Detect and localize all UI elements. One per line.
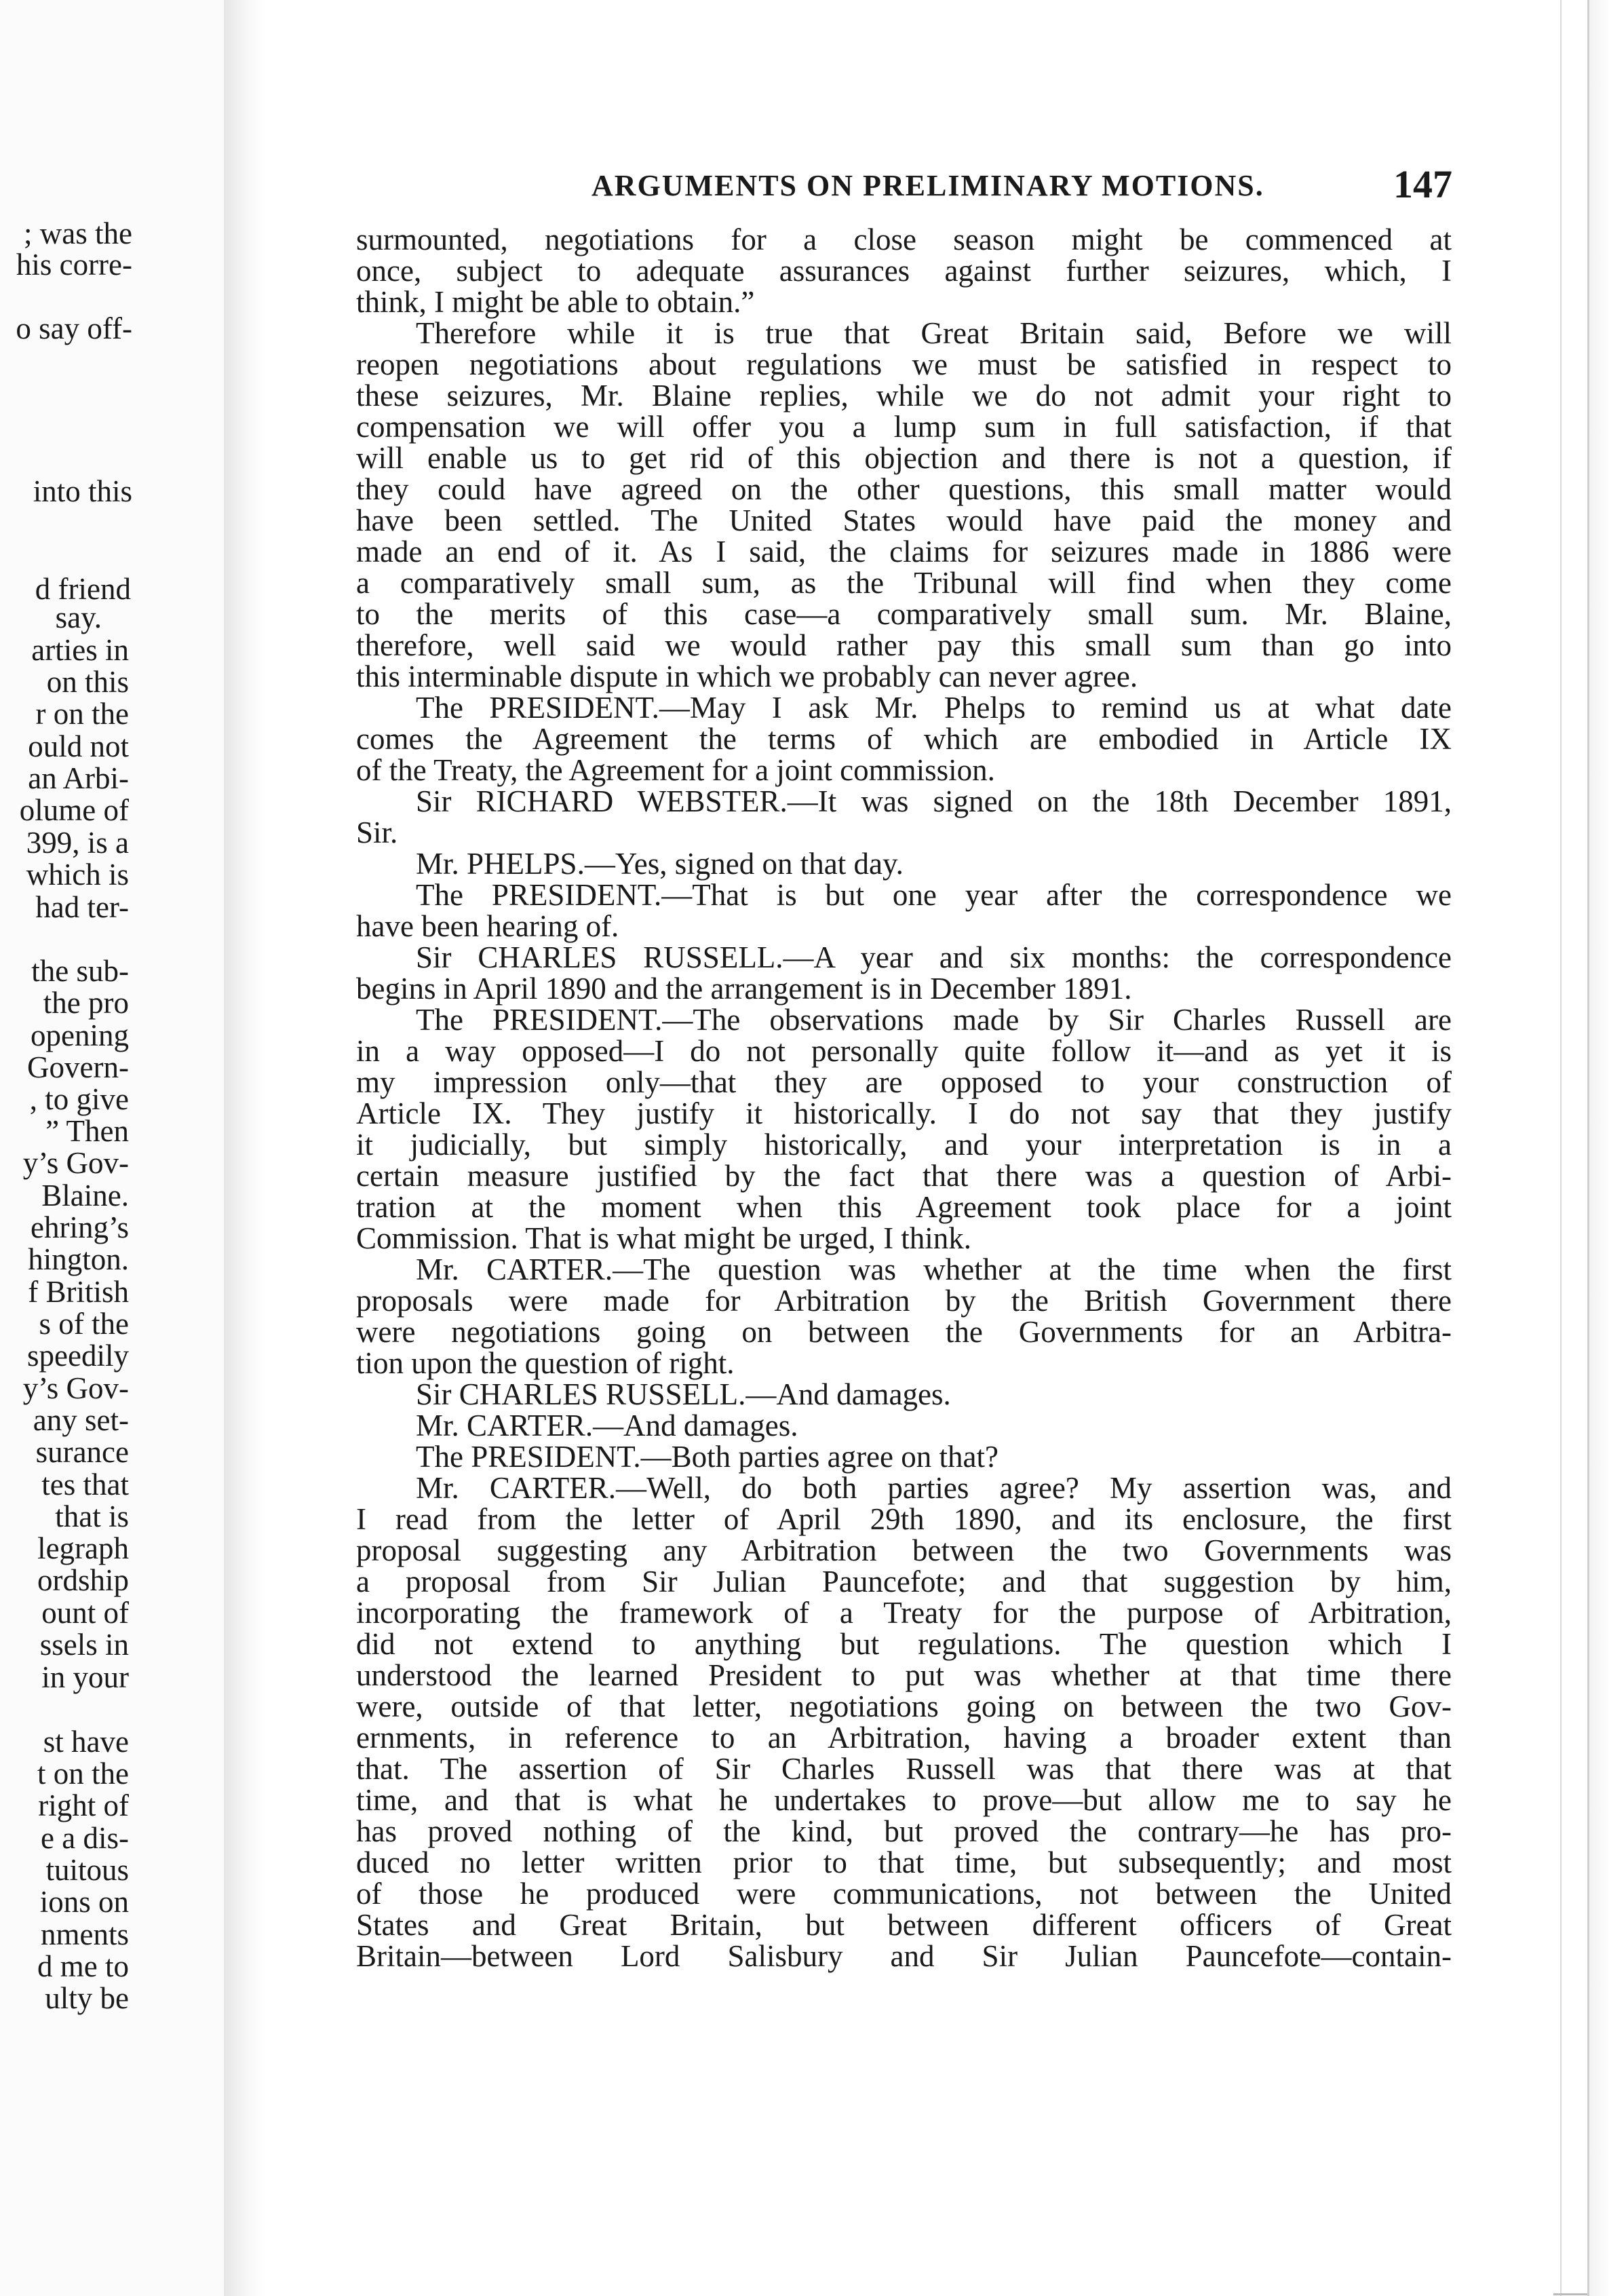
text-line: has proved nothing of the kind, but proved the contrary—he has pro-	[356, 1814, 1452, 1848]
left-fragment-line: Blaine.	[41, 1179, 129, 1212]
left-fragment-line: which is	[26, 858, 129, 892]
left-fragment-line: ; was the	[24, 216, 132, 250]
left-fragment-line: an Arbi-	[28, 761, 129, 795]
left-fragment-line: legraph	[37, 1531, 129, 1565]
left-fragment-line: hington.	[28, 1242, 129, 1276]
left-fragment-line: y’s Gov-	[22, 1146, 129, 1180]
left-fragment-line: arties in	[31, 633, 129, 667]
left-fragment-line: t on the	[37, 1757, 129, 1791]
text-line: made an end of it. As I said, the claims for seizures made in 1886 were	[356, 535, 1452, 569]
text-line: comes the Agreement the terms of which are embodied in Article IX	[356, 722, 1452, 756]
speaker-line: Mr. CARTER.—The question was whether at the time when the first	[416, 1252, 1452, 1286]
text-line: proposal suggesting any Arbitration between the two Governments was	[356, 1533, 1452, 1567]
text-line: tion upon the question of right.	[356, 1346, 735, 1380]
speaker-line: Sir RICHARD WEBSTER.—It was signed on the 18th December 1891,	[416, 784, 1452, 818]
left-fragment-line: into this	[33, 474, 132, 508]
text-line: have been hearing of.	[356, 909, 619, 943]
text-line: will enable us to get rid of this objection and there is not a question, if	[356, 441, 1452, 475]
left-page-fragment	[0, 0, 230, 2296]
left-fragment-line: ssels in	[39, 1628, 129, 1662]
left-fragment-line: ount of	[41, 1596, 129, 1630]
left-fragment-line: ordship	[37, 1563, 129, 1597]
text-line: in a way opposed—I do not personally quite follow it—and as yet it is	[356, 1034, 1452, 1068]
text-line: Britain—between Lord Salisbury and Sir Julian Pauncefote—contain-	[356, 1939, 1452, 1973]
text-line: of those he produced were communications, not between the United	[356, 1877, 1452, 1911]
text-line: these seizures, Mr. Blaine replies, while we do not admit your right to	[356, 379, 1452, 413]
left-fragment-line: s of the	[39, 1307, 129, 1341]
text-line: once, subject to adequate assurances against further seizures, which, I	[356, 254, 1452, 288]
left-fragment-line: his corre-	[16, 248, 132, 282]
text-line: Commission. That is what might be urged, I think.	[356, 1221, 972, 1255]
left-fragment-line: in your	[41, 1660, 129, 1694]
text-line: ernments, in reference to an Arbitration, having a broader extent than	[356, 1721, 1452, 1755]
speaker-line: The PRESIDENT.—May I ask Mr. Phelps to remind us at what date	[416, 691, 1452, 725]
left-fragment-line: tes that	[41, 1468, 129, 1501]
page-number: 147	[1393, 162, 1452, 206]
text-line: time, and that is what he undertakes to prove—but allow me to say he	[356, 1783, 1452, 1817]
text-line: duced no letter written prior to that time, but subsequently; and most	[356, 1845, 1452, 1879]
left-fragment-line: the sub-	[31, 954, 129, 988]
left-fragment-line: olume of	[19, 793, 129, 827]
speaker-line: Sir CHARLES RUSSELL.—A year and six months: the correspondence	[416, 940, 1452, 974]
text-line: my impression only—that they are opposed to your construction of	[356, 1065, 1452, 1099]
speaker-line: Mr. CARTER.—And damages.	[416, 1409, 798, 1442]
left-fragment-line: ions on	[39, 1885, 129, 1919]
text-line: to the merits of this case—a comparatively small sum. Mr. Blaine,	[356, 597, 1452, 631]
left-fragment-line: that is	[55, 1499, 129, 1533]
left-fragment-line: any set-	[33, 1403, 129, 1437]
left-fragment-line: Govern-	[27, 1050, 129, 1084]
speaker-line: Sir CHARLES RUSSELL.—And damages.	[416, 1377, 951, 1411]
left-fragment-line: ould not	[28, 729, 129, 763]
text-line: it judicially, but simply historically, and your interpretation is in a	[356, 1128, 1452, 1162]
book-gutter-shadow	[224, 0, 265, 2296]
left-fragment-line: ” Then	[45, 1114, 129, 1148]
speaker-line: The PRESIDENT.—The observations made by Sir Charles Russell are	[416, 1003, 1452, 1037]
text-line: States and Great Britain, but between different officers of Great	[356, 1908, 1452, 1942]
left-fragment-line: ulty be	[45, 1981, 129, 2015]
left-fragment-line: on this	[46, 665, 129, 699]
left-fragment-line: had ter-	[35, 890, 129, 924]
text-line: of the Treaty, the Agreement for a joint commission.	[356, 753, 995, 787]
text-line: incorporating the framework of a Treaty for the purpose of Arbitration,	[356, 1596, 1452, 1630]
text-line: Article IX. They justify it historically. I do not say that they justify	[356, 1096, 1452, 1130]
left-fragment-line: y’s Gov-	[22, 1371, 129, 1405]
text-line: Sir.	[356, 816, 398, 849]
text-line: this interminable dispute in which we probably can never agree.	[356, 659, 1138, 693]
left-fragment-line: right of	[38, 1788, 129, 1822]
text-line: surmounted, negotiations for a close season might be commenced at	[356, 223, 1452, 256]
text-line: they could have agreed on the other questions, this small matter would	[356, 472, 1452, 506]
text-line: a proposal from Sir Julian Pauncefote; and that suggestion by him,	[356, 1565, 1452, 1599]
speaker-line: The PRESIDENT.—That is but one year after the correspondence we	[416, 878, 1452, 912]
text-line: compensation we will offer you a lump sum in full satisfaction, if that	[356, 410, 1452, 444]
left-fragment-line: speedily	[27, 1339, 129, 1373]
text-line: understood the learned President to put was whether at that time there	[356, 1658, 1452, 1692]
left-fragment-line: 399, is a	[26, 826, 129, 860]
speaker-line: Mr. CARTER.—Well, do both parties agree? My assertion was, and	[416, 1471, 1452, 1505]
left-fragment-line: nments	[41, 1917, 129, 1951]
text-line: Therefore while it is true that Great Britain said, Before we will	[416, 316, 1452, 350]
text-line: were negotiations going on between the Governments for an Arbitra-	[356, 1315, 1452, 1349]
text-line: did not extend to anything but regulations. The question which I	[356, 1627, 1452, 1661]
text-line: begins in April 1890 and the arrangement is in December 1891.	[356, 972, 1132, 1006]
left-fragment-line: ehring’s	[31, 1210, 129, 1244]
left-fragment-line: tuitous	[45, 1853, 129, 1887]
text-line: certain measure justified by the fact that there was a question of Arbi-	[356, 1159, 1452, 1193]
left-fragment-line: r on the	[35, 697, 129, 731]
left-fragment-line: the pro	[43, 986, 129, 1020]
left-fragment-line: f British	[28, 1275, 129, 1309]
left-fragment-line: e a dis-	[41, 1821, 129, 1855]
page-edge-line	[1560, 0, 1562, 2296]
left-fragment-line: opening	[31, 1018, 129, 1052]
text-line: that. The assertion of Sir Charles Russell was that there was at that	[356, 1752, 1452, 1786]
text-line: have been settled. The United States would have paid the money and	[356, 503, 1452, 537]
text-line: I read from the letter of April 29th 1890, and its enclosure, the first	[356, 1502, 1452, 1536]
left-fragment-line: , to give	[29, 1082, 129, 1116]
text-line: a comparatively small sum, as the Tribunal will find when they come	[356, 566, 1452, 600]
text-line: proposals were made for Arbitration by the British Government there	[356, 1284, 1452, 1318]
text-line: tration at the moment when this Agreement took place for a joint	[356, 1190, 1452, 1224]
text-line: reopen negotiations about regulations we must be satisfied in respect to	[356, 347, 1452, 381]
left-fragment-line: d friend	[35, 572, 131, 606]
text-line: think, I might be able to obtain.”	[356, 285, 755, 319]
speaker-line: Mr. PHELPS.—Yes, signed on that day.	[416, 847, 904, 881]
page-edge	[1587, 0, 1609, 2296]
speaker-line: The PRESIDENT.—Both parties agree on that?	[416, 1440, 999, 1474]
left-fragment-line: surance	[35, 1435, 129, 1469]
running-head: ARGUMENTS ON PRELIMINARY MOTIONS.	[592, 169, 1264, 202]
left-fragment-line: say.	[55, 600, 102, 634]
text-line: therefore, well said we would rather pay this small sum than go into	[356, 628, 1452, 662]
page-corner	[1553, 2219, 1587, 2295]
text-line: were, outside of that letter, negotiations going on between the two Gov-	[356, 1689, 1452, 1723]
left-fragment-line: st have	[43, 1725, 129, 1759]
left-fragment-line: o say off-	[16, 311, 132, 345]
left-fragment-line: d me to	[37, 1949, 129, 1983]
